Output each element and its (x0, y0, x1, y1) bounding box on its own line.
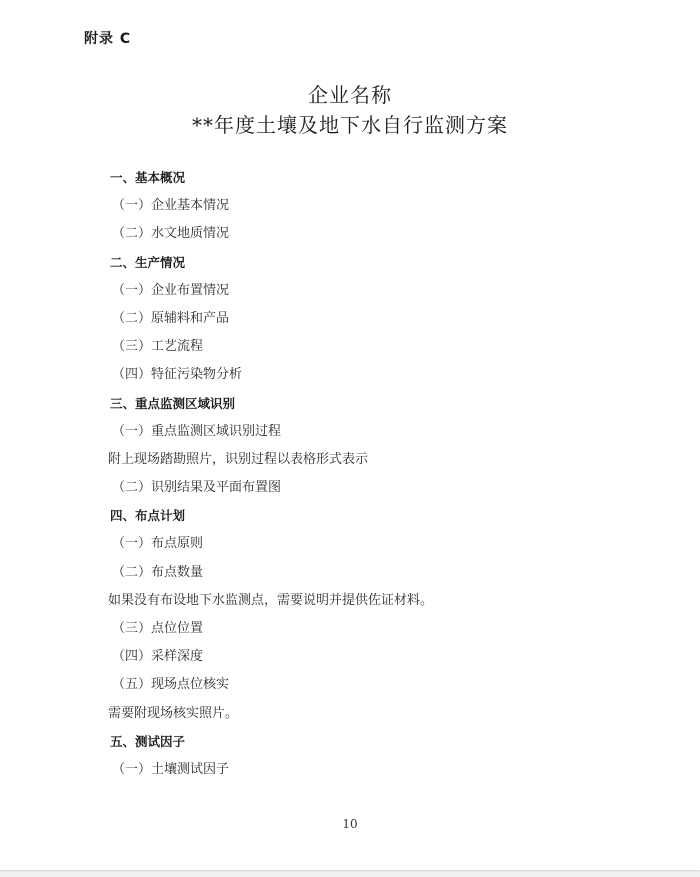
outline-heading-basic-overview: 一、基本概况 (110, 170, 186, 185)
outline-note: 如果没有布设地下水监测点，需要说明并提供佐证材料。 (108, 592, 434, 608)
outline-note: 附上现场踏勘照片，识别过程以表格形式表示 (108, 451, 369, 467)
outline-heading-sampling-plan: 四、布点计划 (110, 508, 186, 524)
outline-item: （一）布点原则 (112, 536, 204, 552)
outline-item: （四）特征污染物分析 (112, 367, 243, 383)
outline-item: （二）原辅料和产品 (112, 310, 230, 326)
outline-heading-key-area-identification: 三、重点监测区域识别 (110, 395, 236, 411)
page-number: 10 (342, 817, 358, 831)
outline-item: （五）现场点位核实 (112, 677, 230, 693)
appendix-label: 附录 C (84, 31, 132, 47)
title-company-name: 企业名称 (308, 83, 392, 107)
outline-item: （三）点位位置 (112, 621, 204, 636)
outline-item: （四）采样深度 (112, 649, 204, 665)
title-plan-name: **年度土壤及地下水自行监测方案 (192, 113, 508, 137)
outline-note: 需要附现场核实照片。 (108, 705, 239, 721)
outline-item: （二）水文地质情况 (112, 226, 230, 242)
outline-list (110, 164, 630, 784)
outline-heading-test-factors: 五、测试因子 (110, 733, 186, 749)
outline-item: （三）工艺流程 (112, 339, 204, 355)
outline-heading-production: 二、生产情况 (110, 254, 186, 270)
document-title (0, 80, 700, 140)
outline-item: （一）企业布置情况 (112, 282, 230, 298)
outline-item: （一）土壤测试因子 (112, 761, 230, 777)
outline-item: （二）识别结果及平面布置图 (112, 480, 282, 496)
outline-item: （二）布点数量 (112, 564, 204, 580)
outline-item: （一）企业基本情况 (112, 198, 230, 214)
outline-item: （一）重点监测区域识别过程 (112, 423, 282, 439)
